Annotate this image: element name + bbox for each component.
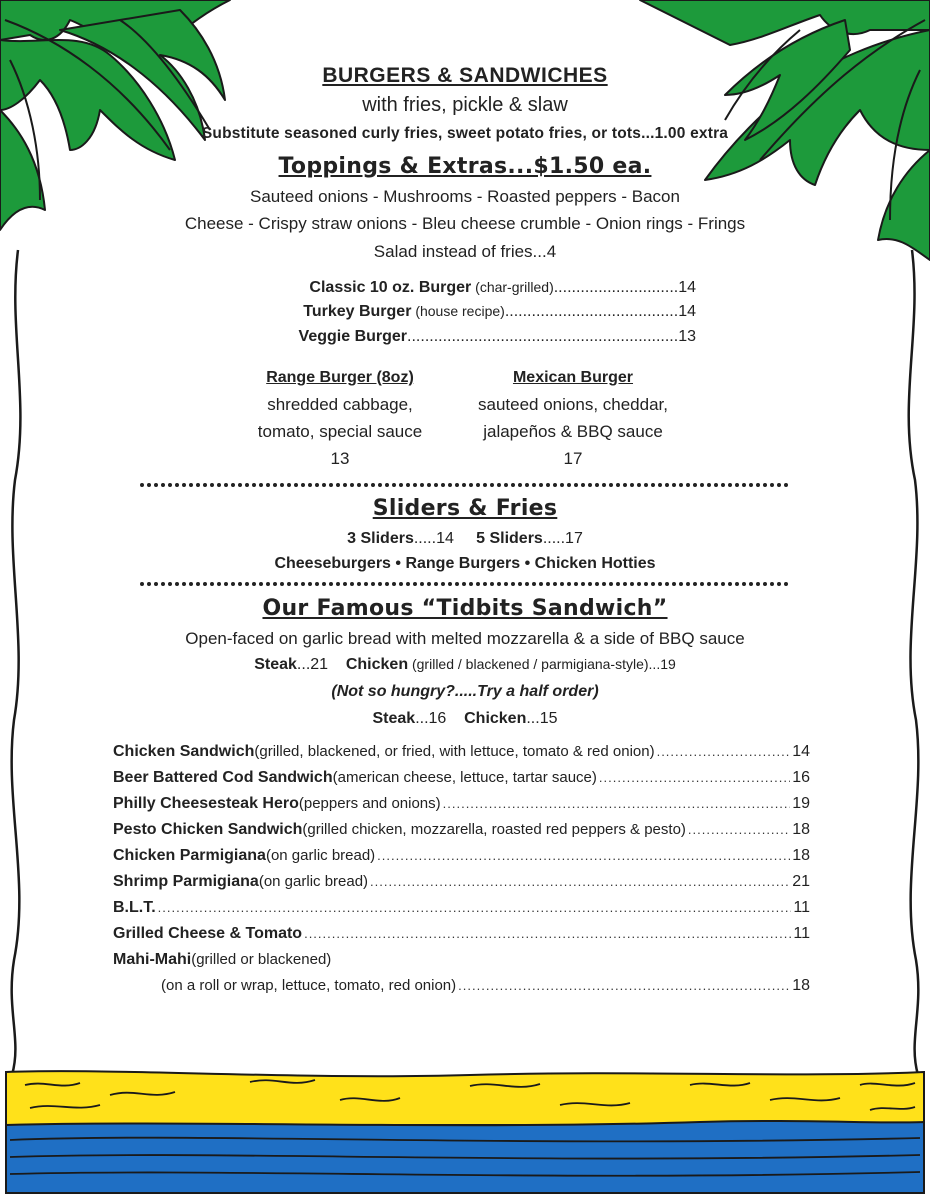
burger-desc: (char-grilled)	[471, 279, 554, 295]
special-line: shredded cabbage,	[267, 395, 413, 414]
burger-desc: (house recipe)	[411, 303, 505, 319]
page-subtitle: with fries, pickle & slaw	[362, 94, 568, 116]
menu-item-continuation	[161, 977, 810, 1003]
burger-name: Veggie Burger	[298, 328, 408, 345]
special-range-burger	[210, 364, 470, 472]
menu-item-desc: (on a roll or wrap, lettuce, tomato, red onion)	[161, 977, 457, 994]
burger-price: 13	[678, 328, 696, 345]
menu-item-desc: (peppers and onions)	[298, 795, 441, 812]
menu-item-name: Philly Cheesesteak Hero	[113, 795, 299, 812]
menu-item-leader	[599, 770, 790, 785]
half-chicken-price: ...15	[526, 710, 558, 727]
special-mexican-burger	[443, 364, 703, 472]
menu-item-name: Chicken Parmigiana	[113, 847, 266, 864]
slider-option-label: 5 Sliders	[476, 530, 543, 547]
menu-item-desc: (american cheese, lettuce, tartar sauce)	[332, 769, 597, 786]
special-price: 17	[563, 449, 583, 468]
burger-price: 14	[678, 279, 696, 296]
burger-leader: .......................................	[504, 303, 679, 320]
menu-item-name: Pesto Chicken Sandwich	[113, 821, 303, 838]
menu-item-desc: (grilled, blackened, or fried, with lettuce, tomato & red onion)	[254, 743, 655, 760]
page-title: BURGERS & SANDWICHES	[322, 64, 608, 87]
menu-item-leader	[458, 978, 790, 993]
burger-name: Turkey Burger	[303, 303, 412, 320]
slider-option-price: .....17	[542, 530, 583, 547]
menu-item-price: 18	[792, 977, 810, 994]
special-line: jalapeños & BBQ sauce	[483, 422, 663, 441]
special-title: Mexican Burger	[512, 369, 634, 386]
menu-item-price: 14	[792, 743, 810, 760]
menu-item-price: 11	[793, 899, 810, 916]
menu-item-name: Mahi-Mahi	[113, 951, 192, 968]
toppings-title: Toppings & Extras...$1.50 ea.	[278, 154, 652, 179]
menu-item-price: 16	[792, 769, 810, 786]
burger-price: 14	[678, 303, 696, 320]
tidbits-steak-price: ...21	[296, 656, 329, 673]
dotted-divider	[140, 581, 790, 587]
menu-item-name: Chicken Sandwich	[113, 743, 255, 760]
menu-item-leader	[657, 744, 791, 759]
menu-item-leader	[443, 796, 791, 811]
dotted-divider	[140, 482, 790, 488]
burger-leader: ............................	[553, 279, 679, 296]
menu-item-price: 11	[793, 925, 810, 942]
half-chicken-label: Chicken	[464, 710, 527, 727]
sliders-title: Sliders & Fries	[372, 496, 558, 521]
menu-item-name: Beer Battered Cod Sandwich	[113, 769, 333, 786]
half-steak-price: ...16	[415, 710, 447, 727]
sliders-kinds: Cheeseburgers • Range Burgers • Chicken Hotties	[274, 555, 656, 572]
menu-item-price: 18	[792, 821, 810, 838]
special-line: tomato, special sauce	[257, 422, 423, 441]
menu-item	[113, 899, 810, 925]
burger-item	[0, 303, 930, 321]
special-price: 13	[330, 449, 350, 468]
menu-item-leader	[158, 900, 792, 915]
menu-item-leader	[304, 926, 791, 941]
menu-item-desc: (on garlic bread)	[258, 873, 369, 890]
special-line: sauteed onions, cheddar,	[478, 395, 668, 414]
menu-item-name: Grilled Cheese & Tomato	[113, 925, 303, 942]
tidbits-prices	[0, 656, 930, 674]
menu-item	[113, 821, 810, 847]
tidbits-description: Open-faced on garlic bread with melted mozzarella & a side of BBQ sauce	[185, 629, 745, 648]
menu-item	[113, 847, 810, 873]
menu-item	[113, 873, 810, 899]
burger-name: Classic 10 oz. Burger	[309, 279, 472, 296]
tidbits-chicken-desc: (grilled / blackened / parmigiana-style)...19	[408, 656, 676, 672]
menu-item	[113, 769, 810, 795]
tidbits-title: Our Famous “Tidbits Sandwich”	[262, 596, 668, 621]
half-steak-label: Steak	[372, 710, 416, 727]
half-order-note: (Not so hungry?.....Try a half order)	[331, 683, 599, 700]
tidbits-chicken-label: Chicken	[345, 656, 409, 673]
burger-item	[0, 328, 930, 346]
substitute-note: Substitute seasoned curly fries, sweet potato fries, or tots...1.00 extra	[201, 125, 729, 142]
menu-item-leader	[370, 874, 790, 889]
menu-item-leader	[377, 848, 790, 863]
burger-item	[0, 279, 930, 297]
menu-item	[113, 795, 810, 821]
menu-item	[113, 925, 810, 951]
sliders-options	[0, 530, 930, 548]
slider-option-price: .....14	[413, 530, 454, 547]
slider-option-label: 3 Sliders	[347, 530, 414, 547]
toppings-line-3: Salad instead of fries...4	[373, 242, 557, 261]
special-title: Range Burger (8oz)	[266, 369, 414, 386]
menu-item-price: 21	[792, 873, 810, 890]
menu-item-desc: (grilled or blackened)	[191, 951, 332, 968]
toppings-line-2: Cheese - Crispy straw onions - Bleu cheese crumble - Onion rings - Frings	[184, 214, 746, 233]
menu-item-desc: (grilled chicken, mozzarella, roasted red peppers & pesto)	[302, 821, 686, 838]
toppings-line-1: Sauteed onions - Mushrooms - Roasted peppers - Bacon	[250, 187, 680, 206]
menu-item-name: B.L.T.	[113, 899, 156, 916]
menu-item	[113, 743, 810, 769]
menu-item-desc: (on garlic bread)	[265, 847, 376, 864]
menu-item-leader	[688, 822, 790, 837]
half-order-prices	[0, 710, 930, 728]
tidbits-steak-label: Steak	[254, 656, 297, 673]
menu-item	[113, 951, 810, 977]
menu-item-price: 18	[792, 847, 810, 864]
menu-item-name: Shrimp Parmigiana	[113, 873, 259, 890]
menu-item-price: 19	[792, 795, 810, 812]
burger-leader: .............................................................	[407, 328, 679, 345]
